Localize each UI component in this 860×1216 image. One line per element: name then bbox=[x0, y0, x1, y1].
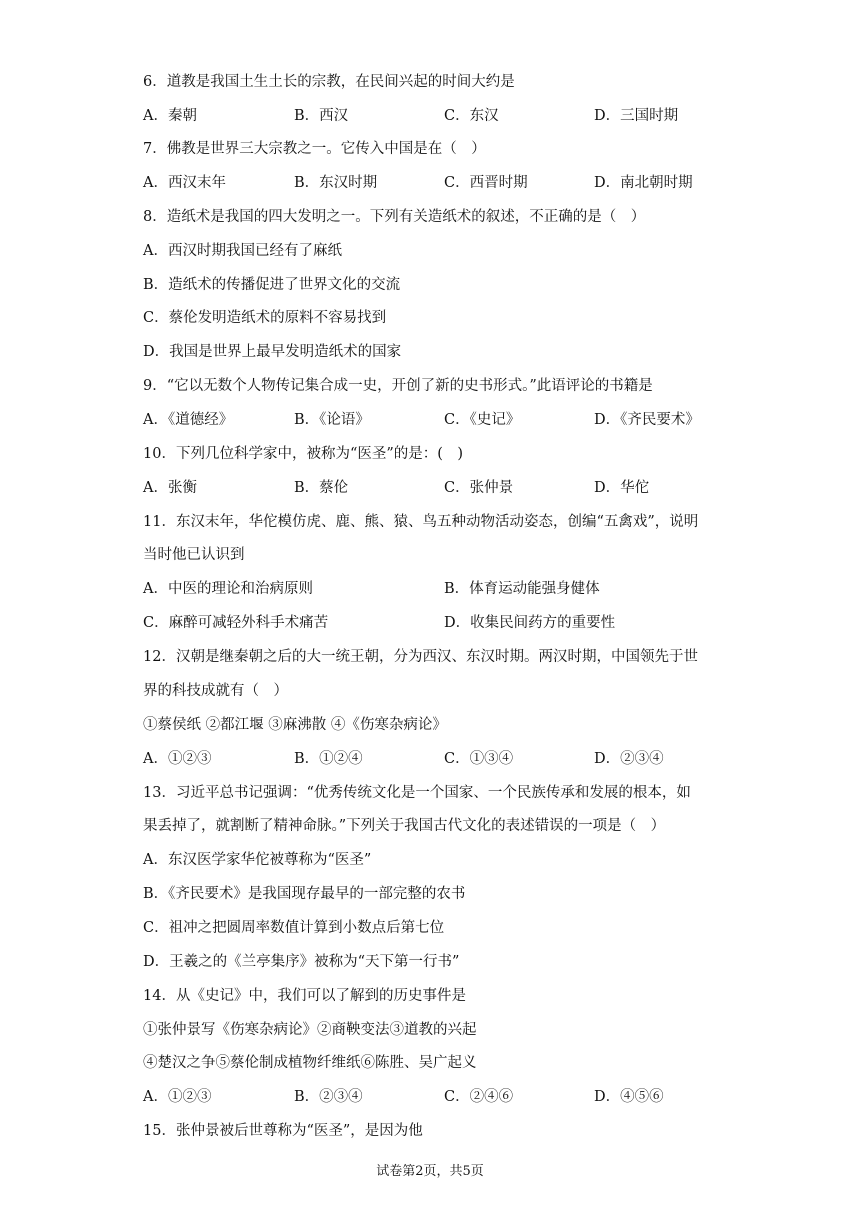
question-12-items: ①蔡侯纸 ②都江堰 ③麻沸散 ④《伤寒杂病论》 bbox=[143, 717, 447, 733]
page-footer: 试卷第2页，共5页 bbox=[376, 1164, 484, 1179]
question-6-option-d[interactable]: D．三国时期 bbox=[594, 108, 679, 124]
question-14-option-c[interactable]: C．②④⑥ bbox=[444, 1089, 514, 1105]
question-14-items-line-1: ①张仲景写《伤寒杂病论》②商鞅变法③道教的兴起 bbox=[143, 1022, 477, 1038]
question-10-option-c[interactable]: C．张仲景 bbox=[444, 480, 514, 496]
question-9-stem: 9．“它以无数个人物传记集合成一史，开创了新的史书形式。”此语评论的书籍是 bbox=[143, 378, 653, 394]
question-6-stem: 6．道教是我国土生土长的宗教，在民间兴起的时间大约是 bbox=[143, 74, 515, 90]
question-14-items-line-2: ④楚汉之争⑤蔡伦制成植物纤维纸⑥陈胜、吴广起义 bbox=[143, 1055, 477, 1071]
question-9-option-b[interactable]: B．《论语》 bbox=[294, 412, 370, 428]
question-9-option-d[interactable]: D．《齐民要术》 bbox=[594, 412, 700, 428]
question-12-option-c[interactable]: C．①③④ bbox=[444, 751, 514, 767]
question-14-option-b[interactable]: B．②③④ bbox=[294, 1089, 363, 1105]
question-14-option-a[interactable]: A．①②③ bbox=[143, 1089, 212, 1105]
question-7-stem: 7．佛教是世界三大宗教之一。它传入中国是在（ ） bbox=[143, 141, 486, 157]
question-10-stem: 10．下列几位科学家中，被称为“医圣”的是：( ) bbox=[143, 446, 464, 462]
question-13-option-b[interactable]: B．《齐民要术》是我国现存最早的一部完整的农书 bbox=[143, 886, 466, 902]
question-11-option-b[interactable]: B．体育运动能强身健体 bbox=[444, 581, 600, 597]
question-9-option-a[interactable]: A．《道德经》 bbox=[143, 412, 234, 428]
question-11-stem-line-1: 11．东汉末年，华佗模仿虎、鹿、熊、猿、鸟五种动物活动姿态，创编“五禽戏”，说明 bbox=[143, 514, 699, 530]
question-12-option-b[interactable]: B．①②④ bbox=[294, 751, 363, 767]
question-10-option-b[interactable]: B．蔡伦 bbox=[294, 480, 349, 496]
question-8-stem: 8．造纸术是我国的四大发明之一。下列有关造纸术的叙述，不正确的是（ ） bbox=[143, 209, 646, 225]
question-11-option-c[interactable]: C．麻醉可减轻外科手术痛苦 bbox=[143, 615, 329, 631]
question-7-option-c[interactable]: C．西晋时期 bbox=[444, 175, 528, 191]
question-6-option-b[interactable]: B．西汉 bbox=[294, 108, 349, 124]
question-10-option-d[interactable]: D．华佗 bbox=[594, 480, 650, 496]
question-12-option-d[interactable]: D．②③④ bbox=[594, 751, 664, 767]
question-13-option-a[interactable]: A．东汉医学家华佗被尊称为“医圣” bbox=[143, 852, 372, 868]
question-7-option-b[interactable]: B．东汉时期 bbox=[294, 175, 378, 191]
question-11-stem-line-2: 当时他已认识到 bbox=[143, 547, 245, 563]
question-12-option-a[interactable]: A．①②③ bbox=[143, 751, 212, 767]
question-13-stem-line-1: 13．习近平总书记强调：“优秀传统文化是一个国家、一个民族传承和发展的根本，如 bbox=[143, 785, 691, 801]
question-6-option-a[interactable]: A．秦朝 bbox=[143, 108, 197, 124]
question-9-option-c[interactable]: C．《史记》 bbox=[444, 412, 521, 428]
question-8-option-b[interactable]: B．造纸术的传播促进了世界文化的交流 bbox=[143, 277, 401, 293]
question-6-option-c[interactable]: C．东汉 bbox=[444, 108, 499, 124]
question-15-stem: 15．张仲景被后世尊称为“医圣”，是因为他 bbox=[143, 1123, 423, 1139]
question-13-stem-line-2: 果丢掉了，就割断了精神命脉。”下列关于我国古代文化的表述错误的一项是（ ） bbox=[143, 818, 666, 834]
question-8-option-a[interactable]: A．西汉时期我国已经有了麻纸 bbox=[143, 243, 342, 259]
question-8-option-d[interactable]: D．我国是世界上最早发明造纸术的国家 bbox=[143, 344, 402, 360]
question-7-option-d[interactable]: D．南北朝时期 bbox=[594, 175, 693, 191]
question-14-option-d[interactable]: D．④⑤⑥ bbox=[594, 1089, 664, 1105]
question-12-stem-line-2: 界的科技成就有（ ） bbox=[143, 683, 288, 699]
question-8-option-c[interactable]: C．蔡伦发明造纸术的原料不容易找到 bbox=[143, 310, 387, 326]
question-13-option-d[interactable]: D．王羲之的《兰亭集序》被称为“天下第一行书” bbox=[143, 954, 460, 970]
question-10-option-a[interactable]: A．张衡 bbox=[143, 480, 197, 496]
question-14-stem: 14．从《史记》中，我们可以了解到的历史事件是 bbox=[143, 988, 466, 1004]
question-12-stem-line-1: 12．汉朝是继秦朝之后的大一统王朝，分为西汉、东汉时期。两汉时期，中国领先于世 bbox=[143, 649, 698, 665]
question-7-option-a[interactable]: A．西汉末年 bbox=[143, 175, 226, 191]
question-11-option-a[interactable]: A．中医的理论和治病原则 bbox=[143, 581, 313, 597]
question-11-option-d[interactable]: D．收集民间药方的重要性 bbox=[444, 615, 616, 631]
question-13-option-c[interactable]: C．祖冲之把圆周率数值计算到小数点后第七位 bbox=[143, 920, 445, 936]
